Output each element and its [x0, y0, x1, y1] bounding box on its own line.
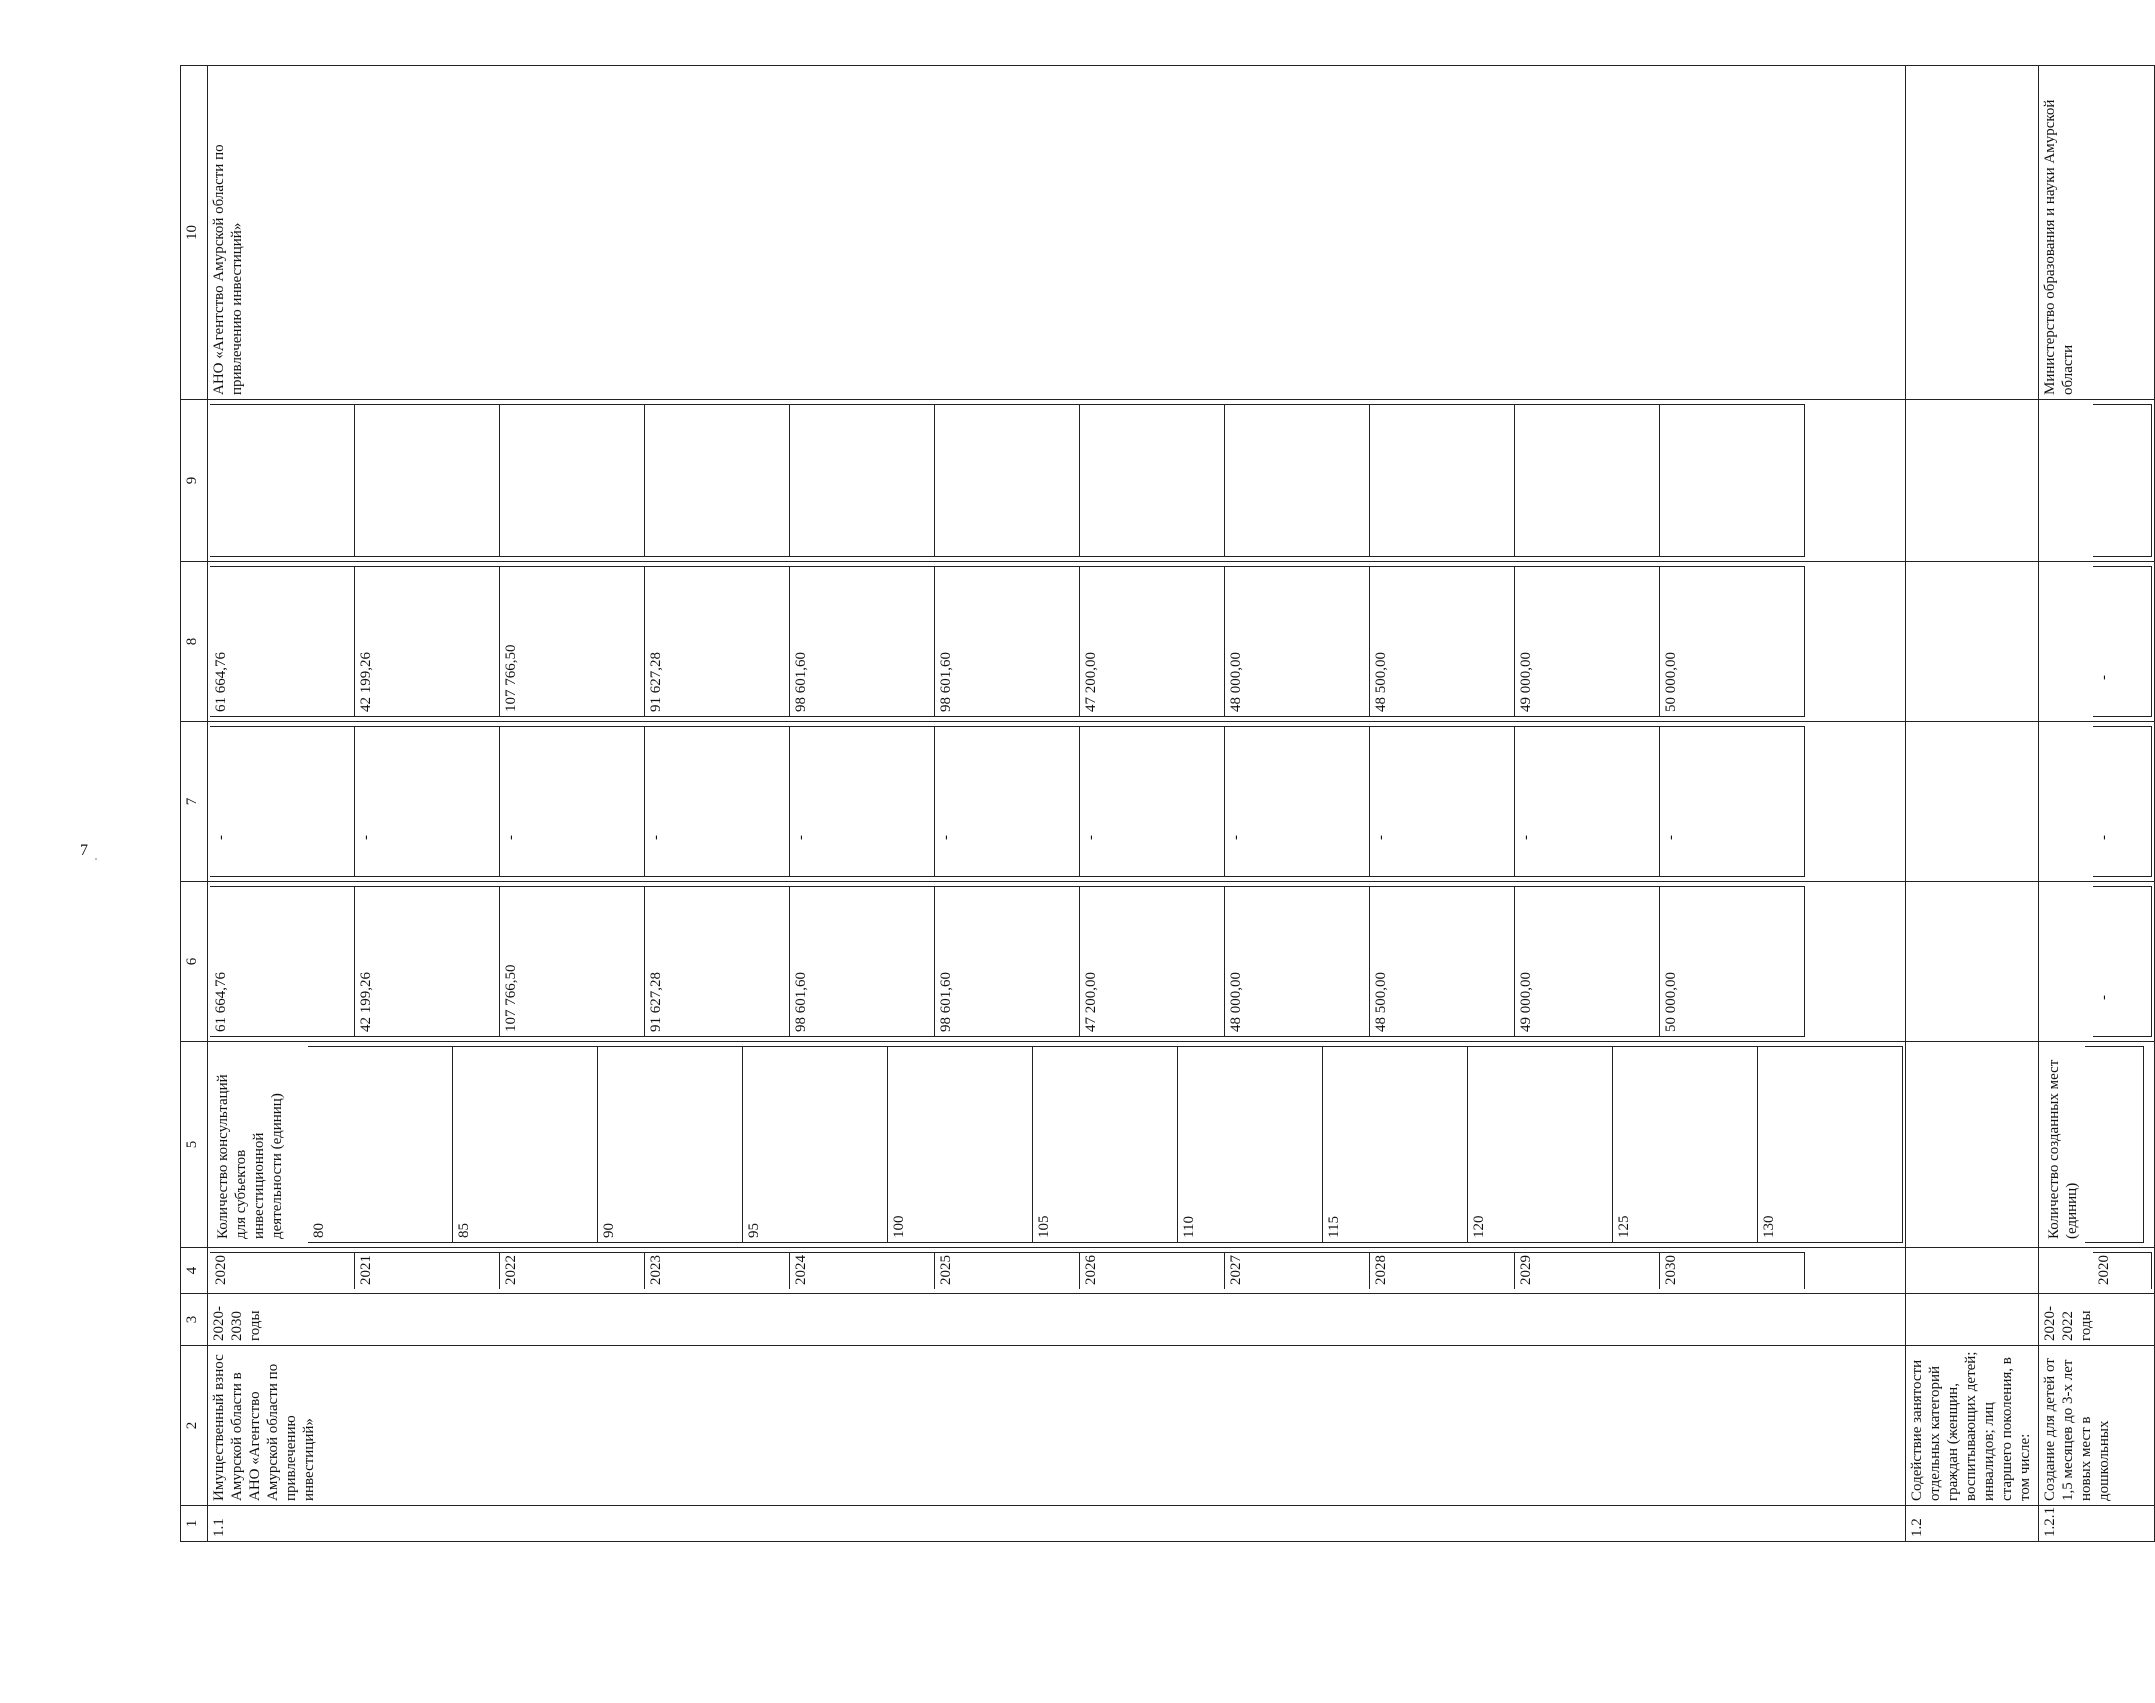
year-row — [1080, 887, 1225, 1037]
empty-cell — [1906, 1248, 2039, 1294]
indicator-cell — [208, 1042, 1906, 1248]
year-row — [790, 1253, 935, 1290]
col6-value: 48 000,00 — [1225, 887, 1370, 1037]
col9-value — [1370, 405, 1515, 557]
col-number-3: 3 — [181, 1294, 208, 1346]
col9-value — [1515, 405, 1660, 557]
year-row — [1515, 1253, 1660, 1290]
col7-value: - — [645, 727, 790, 877]
col8-value: 48 500,00 — [1370, 567, 1515, 717]
year-row — [645, 405, 790, 557]
empty-cell — [1906, 400, 2039, 562]
indicator-value: 120 — [1468, 1047, 1613, 1243]
col8-cell — [2039, 562, 2155, 722]
year-row — [1080, 727, 1225, 877]
col6-value: 49 000,00 — [1515, 887, 1660, 1037]
year-row — [1225, 727, 1370, 877]
col9-value — [500, 405, 645, 557]
year-row — [743, 1047, 888, 1243]
year-row — [355, 887, 500, 1037]
year-row — [1370, 1253, 1515, 1290]
year-row — [1515, 567, 1660, 717]
col7-value: - — [1080, 727, 1225, 877]
year: 2027 — [1225, 1253, 1370, 1290]
year-row — [1370, 887, 1515, 1037]
year-row — [210, 727, 355, 877]
col7-cell — [208, 722, 1906, 882]
year-row — [1225, 567, 1370, 717]
year: 2026 — [1080, 1253, 1225, 1290]
col6-value: 107 766,50 — [500, 887, 645, 1037]
col-number-2: 2 — [181, 1346, 208, 1506]
year: 2024 — [790, 1253, 935, 1290]
table-row-1-2 — [1906, 66, 2039, 1542]
row-number: 1.2.1 — [2039, 1506, 2155, 1542]
col-number-4: 4 — [181, 1248, 208, 1294]
col-number-7: 7 — [181, 722, 208, 882]
col6-value: 91 627,28 — [645, 887, 790, 1037]
col7-value: - — [1515, 727, 1660, 877]
col-number-5: 5 — [181, 1042, 208, 1248]
col6-value: 50 000,00 — [1660, 887, 1805, 1037]
col6-value: 48 500,00 — [1370, 887, 1515, 1037]
year-row — [355, 727, 500, 877]
year-row — [355, 567, 500, 717]
col8-value: 107 766,50 — [500, 567, 645, 717]
indicator-value: 85 — [453, 1047, 598, 1243]
year-row — [790, 405, 935, 557]
indicator-value: 95 — [743, 1047, 888, 1243]
year: 2029 — [1515, 1253, 1660, 1290]
year-row — [935, 1253, 1080, 1290]
year-row — [1515, 727, 1660, 877]
col8-value: 47 200,00 — [1080, 567, 1225, 717]
year-row — [1370, 405, 1515, 557]
year-row — [790, 887, 935, 1037]
year-row — [1660, 727, 1805, 877]
col6-value: - — [2093, 887, 2152, 1037]
empty-cell — [1906, 722, 2039, 882]
year-row — [500, 567, 645, 717]
empty-cell — [1906, 66, 2039, 400]
col6-value: 61 664,76 — [210, 887, 355, 1037]
year-cell-group — [208, 1248, 1906, 1294]
indicator-cell — [2039, 1042, 2155, 1248]
col8-value: 42 199,26 — [355, 567, 500, 717]
year-row — [1225, 405, 1370, 557]
empty-cell — [1906, 882, 2039, 1042]
year-row — [645, 727, 790, 877]
header-row — [181, 66, 208, 1542]
indicator-name: Количество консультаций для субъектов инвестиционной деятельности (единиц) — [215, 1074, 285, 1239]
indicator-value: 130 — [1758, 1047, 1903, 1243]
col7-value: - — [2093, 727, 2152, 877]
col6-value: 98 601,60 — [935, 887, 1080, 1037]
year-row — [598, 1047, 743, 1243]
year-row — [500, 727, 645, 877]
year-row — [935, 567, 1080, 717]
year: 2020 — [2093, 1253, 2152, 1290]
col7-cell — [2039, 722, 2155, 882]
year-row — [1080, 405, 1225, 557]
year-row — [1515, 405, 1660, 557]
col9-value — [355, 405, 500, 557]
col6-value: 98 601,60 — [790, 887, 935, 1037]
year: 2030 — [1660, 1253, 1805, 1290]
indicator-value: 100 — [888, 1047, 1033, 1243]
row-number: 1.1 — [208, 1506, 1906, 1542]
year-row — [1613, 1047, 1758, 1243]
empty-cell — [1906, 562, 2039, 722]
col9-cell — [2039, 400, 2155, 562]
col6-value: 42 199,26 — [355, 887, 500, 1037]
year-row — [1033, 1047, 1178, 1243]
col-number-8: 8 — [181, 562, 208, 722]
year-row — [210, 1253, 355, 1290]
col9-value — [935, 405, 1080, 557]
col6-cell — [2039, 882, 2155, 1042]
year-row — [645, 567, 790, 717]
table-row-1-1 — [208, 66, 1906, 1542]
empty-cell — [1906, 1042, 2039, 1248]
col8-value: 91 627,28 — [645, 567, 790, 717]
measure-name: Содействие занятости отдельных категорий граждан (женщин, воспитывающих детей; инвалидов; лиц старшего поколения, в том числе: — [1906, 1346, 2039, 1506]
year-row — [355, 1253, 500, 1290]
col7-value: - — [790, 727, 935, 877]
year-row — [1225, 887, 1370, 1037]
col8-value: 48 000,00 — [1225, 567, 1370, 717]
year-row — [1660, 887, 1805, 1037]
period: 2020-2030 годы — [208, 1294, 1906, 1346]
year-row — [1370, 727, 1515, 877]
indicator-name: Количество созданных мест (единиц) — [2046, 1059, 2080, 1239]
year-row — [888, 1047, 1033, 1243]
col8-value: - — [2093, 567, 2152, 717]
year-row — [1080, 567, 1225, 717]
year-row — [500, 405, 645, 557]
year-row — [500, 887, 645, 1037]
year-row — [1660, 1253, 1805, 1290]
year-row — [210, 405, 355, 557]
year-row — [1515, 887, 1660, 1037]
col6-value: 47 200,00 — [1080, 887, 1225, 1037]
year-row — [790, 727, 935, 877]
col7-value: - — [1225, 727, 1370, 877]
year-row — [355, 405, 500, 557]
col9-value — [1080, 405, 1225, 557]
year-row — [500, 1253, 645, 1290]
col7-value: - — [1660, 727, 1805, 877]
col8-value: 49 000,00 — [1515, 567, 1660, 717]
indicator-value: 110 — [1178, 1047, 1323, 1243]
year-row — [935, 887, 1080, 1037]
col6-cell — [208, 882, 1906, 1042]
year: 2020 — [210, 1253, 355, 1290]
year-row — [210, 887, 355, 1037]
year: 2022 — [500, 1253, 645, 1290]
executor: АНО «Агентство Амурской области по привлечению инвестиций» — [208, 66, 1906, 400]
col9-value — [210, 405, 355, 557]
year: 2023 — [645, 1253, 790, 1290]
col-number-6: 6 — [181, 882, 208, 1042]
measure-name: Создание для детей от 1,5 месяцев до 3-х лет новых мест в дошкольных — [2039, 1346, 2155, 1506]
year-row — [1660, 567, 1805, 717]
table-row-1-2-1 — [2039, 66, 2155, 1542]
col8-value: 98 601,60 — [935, 567, 1080, 717]
indicator-value: 125 — [1613, 1047, 1758, 1243]
year-row — [1370, 567, 1515, 717]
col9-value — [1225, 405, 1370, 557]
year-row — [1323, 1047, 1468, 1243]
col-number-10: 10 — [181, 66, 208, 400]
page-number: 7 — [80, 842, 88, 859]
measure-name: Имущественный взнос Амурской области в АНО «Агентство Амурской области по привлечению инвестиций» — [208, 1346, 1906, 1506]
year-row — [1178, 1047, 1323, 1243]
year-row — [935, 405, 1080, 557]
year-row — [308, 1047, 453, 1243]
col9-value — [1660, 405, 1805, 557]
year-row — [1225, 1253, 1370, 1290]
year-row — [645, 887, 790, 1037]
year-row — [1468, 1047, 1613, 1243]
col-number-9: 9 — [181, 400, 208, 562]
empty-cell — [1906, 1294, 2039, 1346]
col8-cell — [208, 562, 1906, 722]
year-row — [790, 567, 935, 717]
col8-value: 50 000,00 — [1660, 567, 1805, 717]
year: 2021 — [355, 1253, 500, 1290]
col9-value — [645, 405, 790, 557]
executor: Министерство образования и науки Амурской области — [2039, 66, 2155, 400]
col8-value: 61 664,76 — [210, 567, 355, 717]
year-row — [1660, 405, 1805, 557]
col9-cell — [208, 400, 1906, 562]
year-row — [1080, 1253, 1225, 1290]
row-number: 1.2 — [1906, 1506, 2039, 1542]
year-row — [645, 1253, 790, 1290]
year-cell-group — [2039, 1248, 2155, 1294]
col8-value: 98 601,60 — [790, 567, 935, 717]
indicator-value: 105 — [1033, 1047, 1178, 1243]
indicator-value: 90 — [598, 1047, 743, 1243]
year-row — [935, 727, 1080, 877]
col7-value: - — [500, 727, 645, 877]
period: 2020-2022 годы — [2039, 1294, 2155, 1346]
indicator-value: 115 — [1323, 1047, 1468, 1243]
year-row — [1758, 1047, 1903, 1243]
year-row — [453, 1047, 598, 1243]
col7-value: - — [935, 727, 1080, 877]
indicator-value: 80 — [308, 1047, 453, 1243]
col9-value — [790, 405, 935, 557]
col7-value: - — [210, 727, 355, 877]
year-row — [210, 567, 355, 717]
program-table — [180, 65, 2155, 1542]
year: 2025 — [935, 1253, 1080, 1290]
col7-value: - — [355, 727, 500, 877]
col7-value: - — [1370, 727, 1515, 877]
year: 2028 — [1370, 1253, 1515, 1290]
col-number-1: 1 — [181, 1506, 208, 1542]
